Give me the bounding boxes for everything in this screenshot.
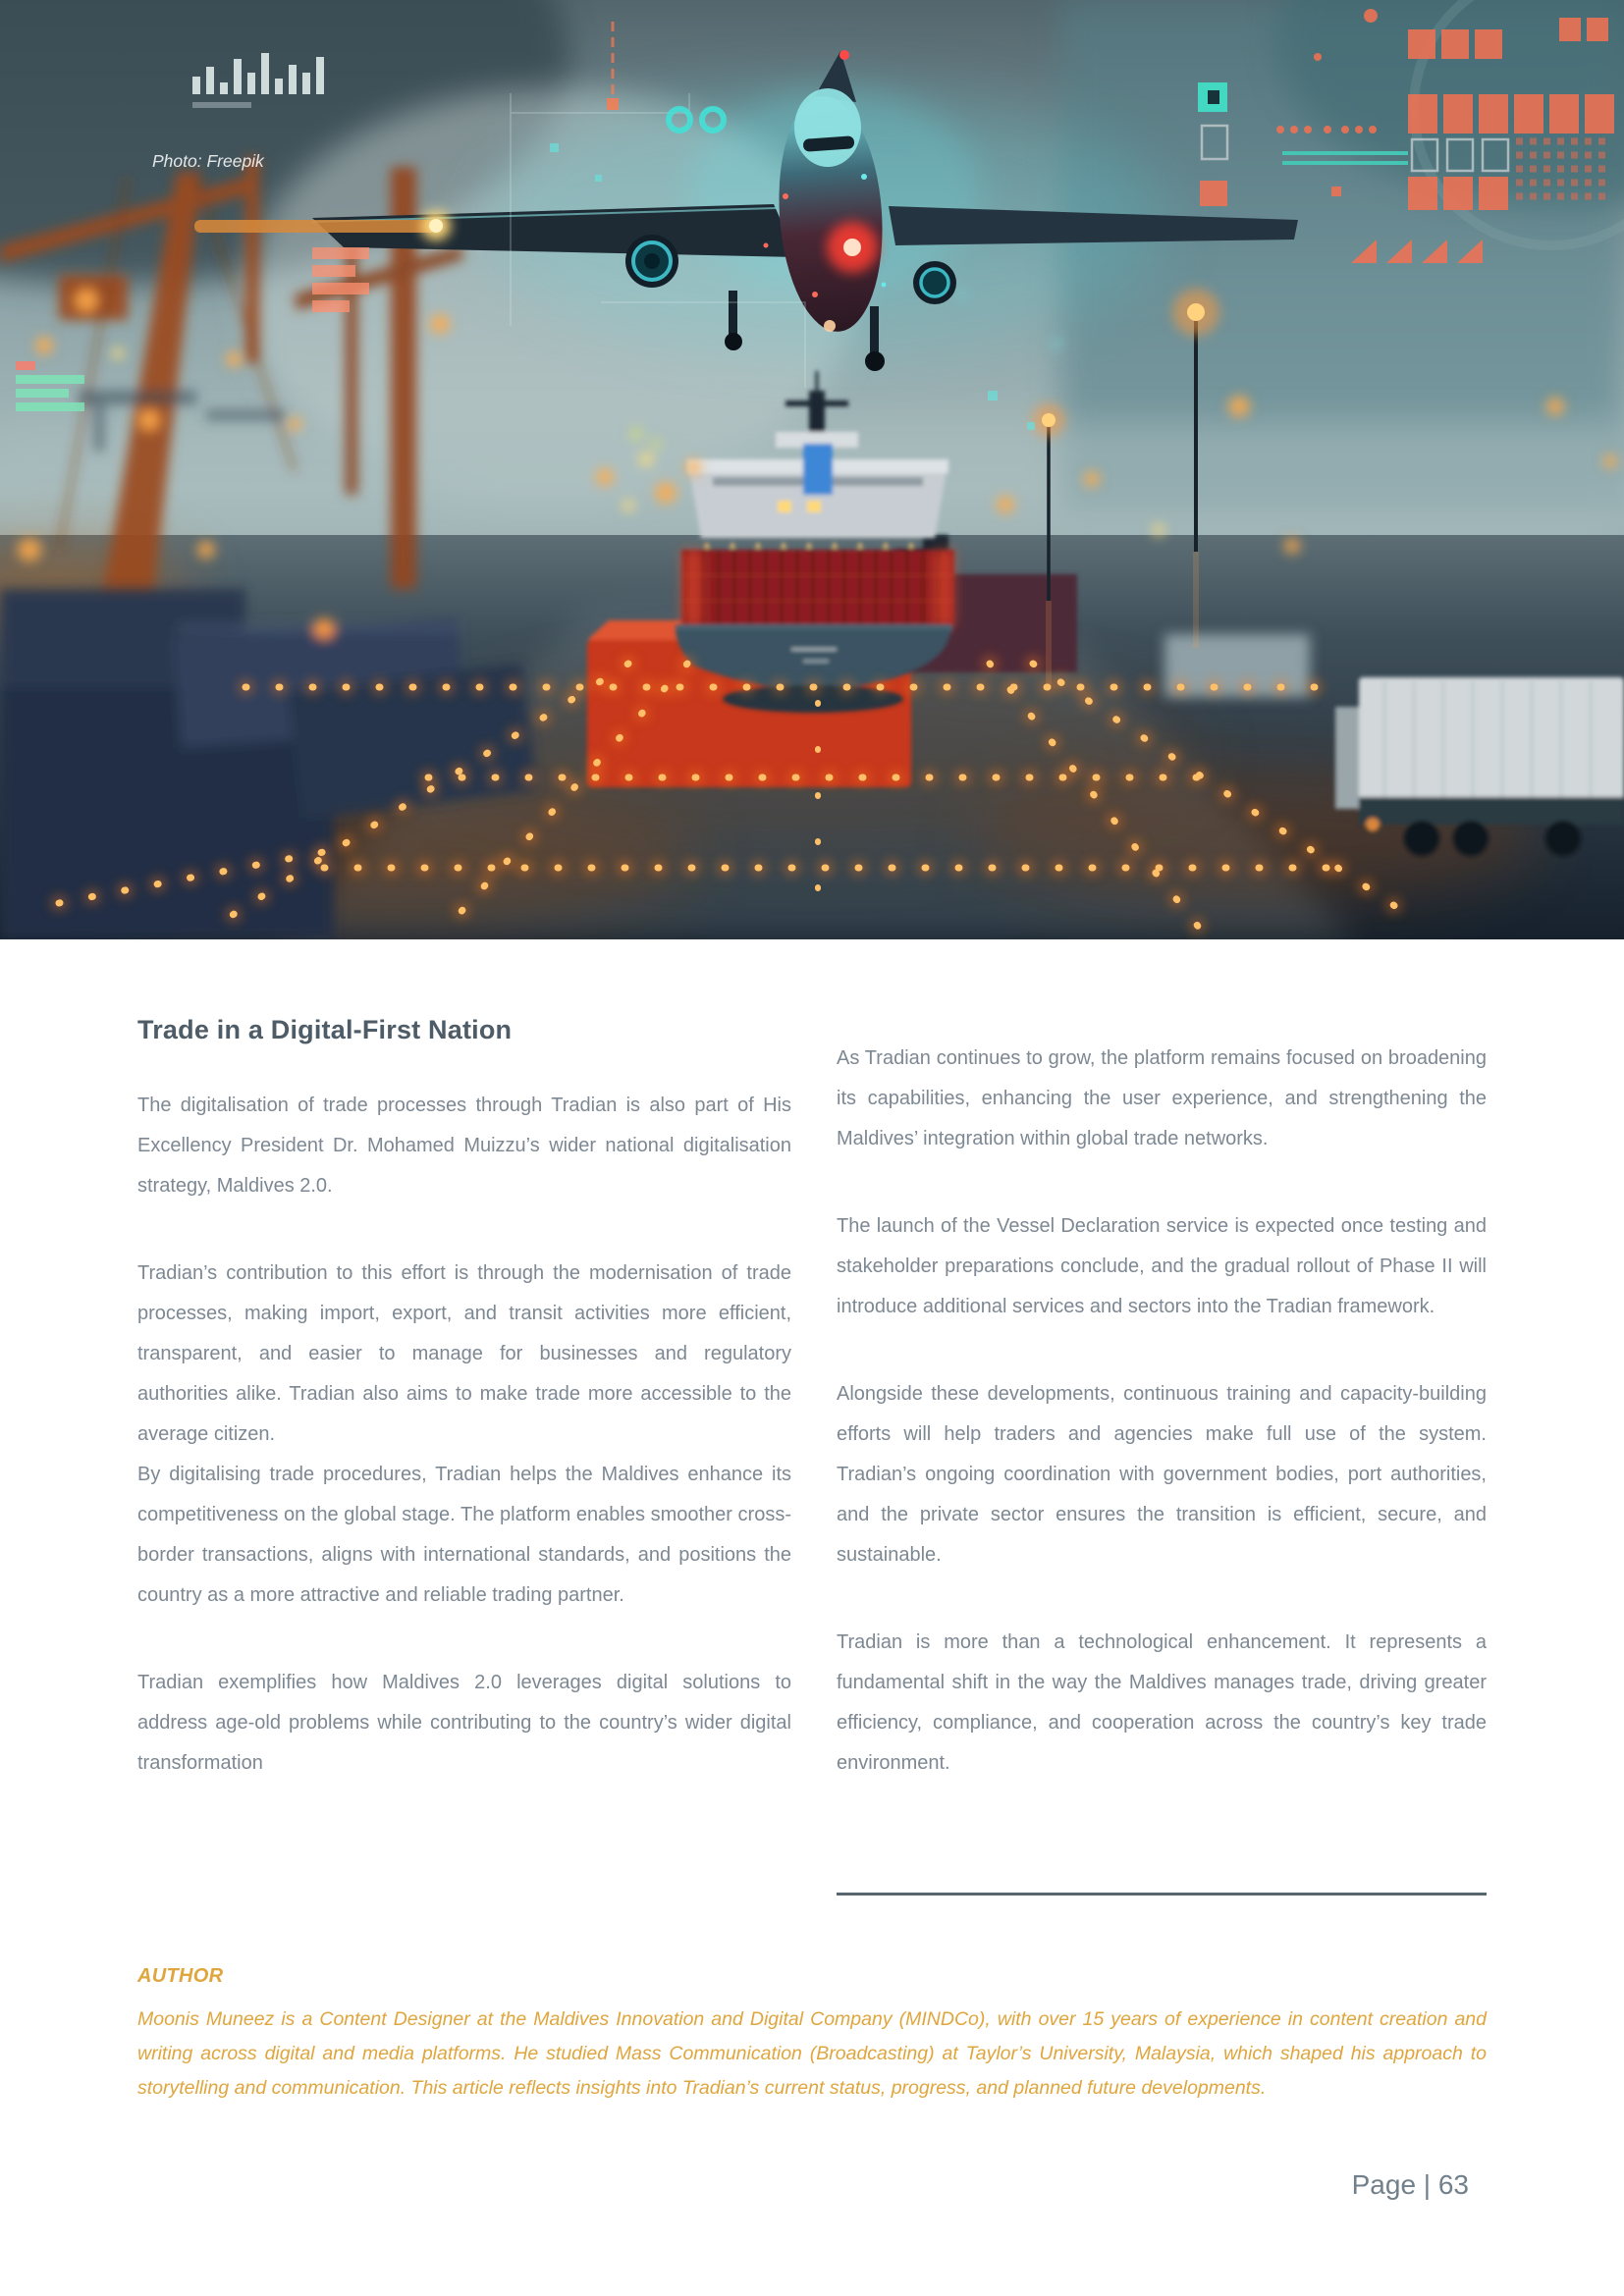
article-paragraph: The launch of the Vessel Declaration service is expected once testing and stakeholder preparations conclude, and the gradual rollout of Phase II will introduce additional services and sectors into the Tradian framework. (837, 1215, 1487, 1317)
section-divider (837, 1893, 1487, 1896)
article-paragraph: Alongside these developments, continuous training and capacity-building efforts will help traders and agencies make full use of the system. Tradian’s ongoing coordination with government bodies, port authorities, and the private sector ensures the transition is efficient, secure, and sustainable. (837, 1383, 1487, 1566)
article-paragraph: By digitalising trade procedures, Tradian helps the Maldives enhance its competitiveness on the global stage. The platform enables smoother cross-border transactions, aligns with international standards, and positions the country as a more attractive and reliable trading partner. (137, 1464, 791, 1606)
author-label: AUTHOR (137, 1965, 224, 1987)
article-paragraph: As Tradian continues to grow, the platform remains focused on broadening its capabilities, enhancing the user experience, and strengthening the Maldives’ integration within global trade networks. (837, 1047, 1487, 1149)
article-paragraph: Tradian’s contribution to this effort is through the modernisation of trade processes, making import, export, and transit activities more efficient, transparent, and easier to manage for businesses and regulatory authorities alike. Tradian also aims to make trade more accessible to the average citizen. (137, 1262, 791, 1445)
hero-photo (0, 0, 1624, 939)
author-bio: Moonis Muneez is a Content Designer at the Maldives Innovation and Digital Company (MINDCo), with over 15 years of experience in content creation and writing across digital and media platforms. He studied Mass Communication (Broadcasting) at Taylor’s University, Malaysia, which shaped his approach to storytelling and communication. This article reflects insights into Tradian’s current status, progress, and planned future developments. (137, 2008, 1487, 2099)
author-section (137, 1965, 1487, 2106)
hero-illustration (0, 0, 1624, 939)
article-paragraph: Tradian exemplifies how Maldives 2.0 leverages digital solutions to address age-old problems while contributing to the country’s wider digital transformation (137, 1672, 791, 1774)
article-paragraph: The digitalisation of trade processes through Tradian is also part of His Excellency President Dr. Mohamed Muizzu’s wider national digitalisation strategy, Maldives 2.0. (137, 1095, 791, 1197)
page-title: Trade in a Digital-First Nation (137, 1015, 513, 1044)
article-right-column (837, 1039, 1487, 1831)
page-number: Page | 63 (1351, 2169, 1469, 2200)
article-paragraph: Tradian is more than a technological enhancement. It represents a fundamental shift in the way the Maldives manages trade, driving greater efficiency, compliance, and cooperation across the country’s key trade environment. (837, 1631, 1487, 1774)
photo-credit: Photo: Freepik (152, 151, 264, 171)
article-left-column (137, 1013, 791, 1831)
